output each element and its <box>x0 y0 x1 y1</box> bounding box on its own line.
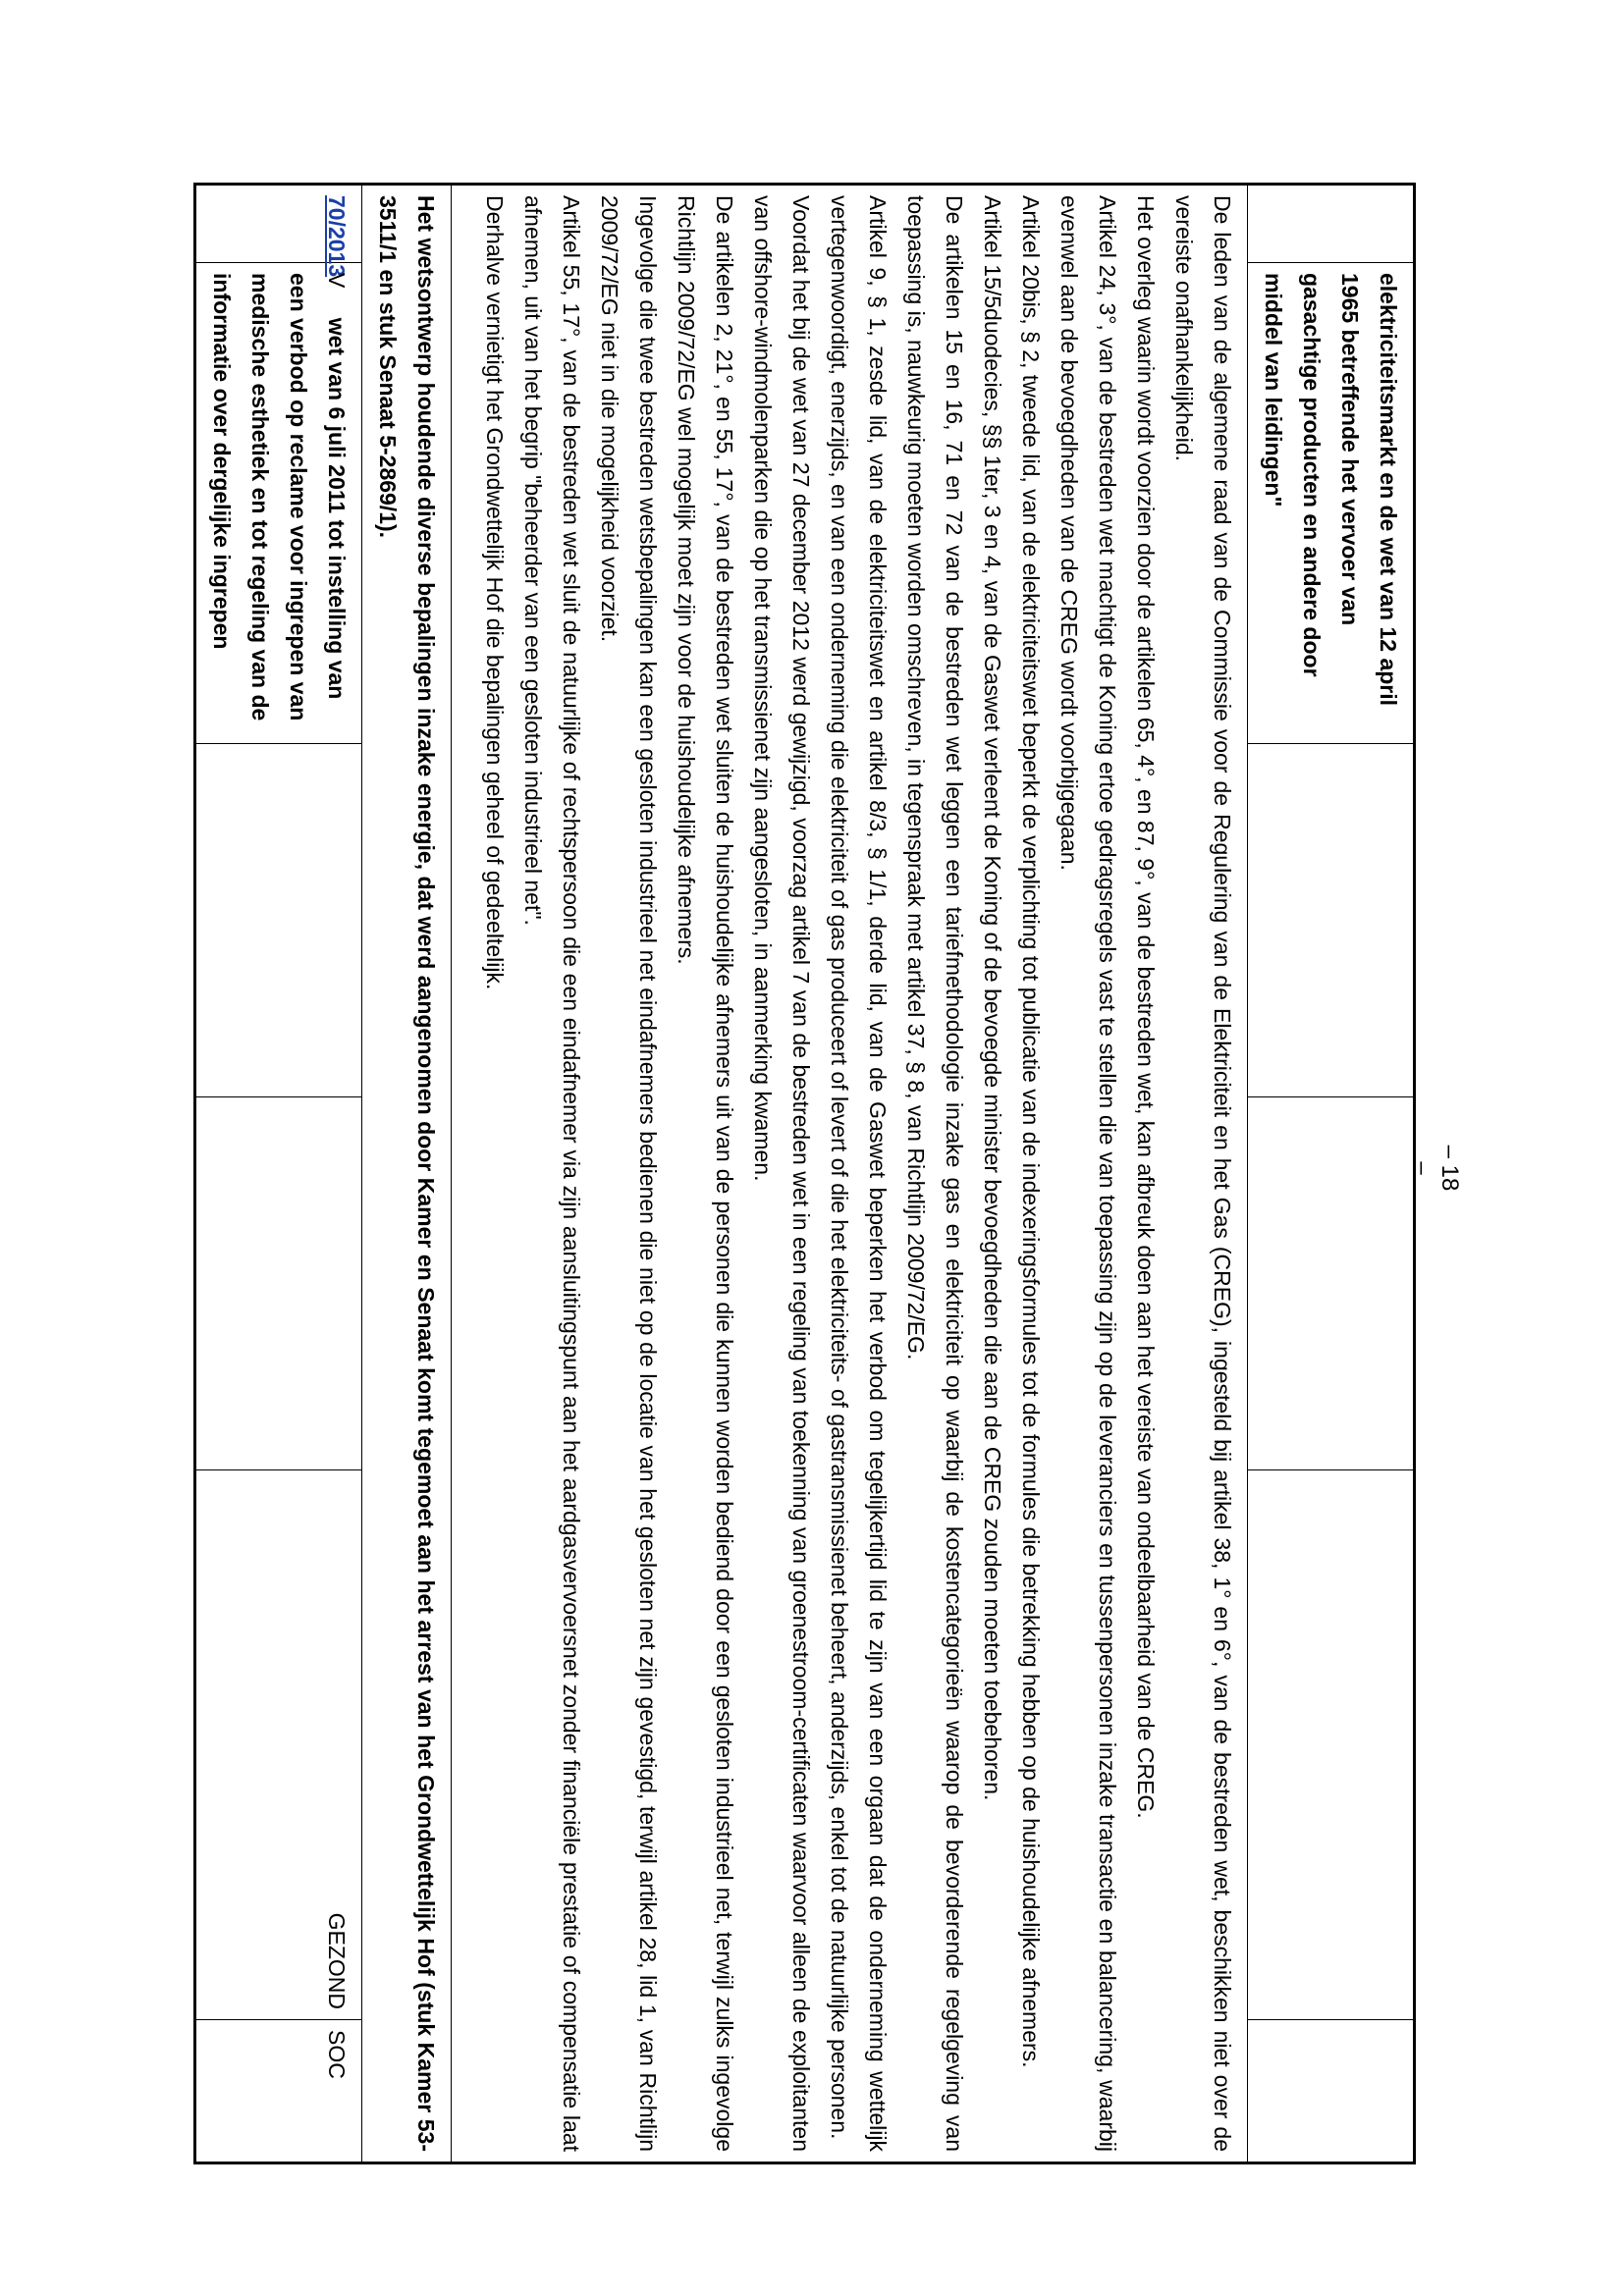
ruling-number-link[interactable]: 70/2013 <box>324 195 350 278</box>
ruling-text-cell <box>452 185 1248 2163</box>
bottom-row-department-cell <box>195 2020 362 2163</box>
rotated-table-wrapper <box>193 183 1416 2162</box>
department-code: SOC <box>324 2030 350 2079</box>
bottom-row-title-cell <box>195 263 362 744</box>
body-paragraph-10: Ingevolge die twee bestreden wetsbepalingen kan een gesloten industrieel net eindafnemers bedienen die niet op de locatie van het gesloten net zijn gevestigd, terwijl artikel 28, lid 1, van Richtlijn 2009/72/EG niet in die mogelijkheid voorziet. <box>597 195 661 2152</box>
bottom-row-mark: V <box>324 273 350 289</box>
summary-cell <box>362 185 452 2163</box>
top-row-cell-4 <box>1248 1097 1415 1470</box>
table-row <box>452 185 1248 2163</box>
top-row-cell-6 <box>1248 2020 1415 2163</box>
top-row-cell-3 <box>1248 744 1415 1097</box>
body-paragraph-8: Voordat het bij de wet van 27 december 2012 werd gewijzigd, voorzag artikel 7 van de bestreden wet in een regeling van toekenning van groenestroom-certificaten waarvoor alleen de exploitanten van offshore-windmolenparken die op het transmissienet zijn aangesloten, in aanmerking kwamen. <box>750 195 814 2152</box>
ruling-table <box>193 183 1416 2164</box>
body-paragraph-11: Artikel 55, 17°, van de bestreden wet sluit de natuurlijke of rechtspersoon die een eindafnemer via zijn aansluitingspunt aan het aardgasvervoersnet zonder financiële prestatie of compensatie laat afnemen, uit van het begrip "beheerder van een gesloten industrieel net". <box>520 195 584 2152</box>
body-paragraph-3: Artikel 24, 3°, van de bestreden wet machtigt de Koning ertoe gedragsregels vast te stellen die van toepassing zijn op de leveranciers en tussenpersonen inzake transactie en balancering, waarbij evenwel aan de bevoegdheden van de CREG wordt voorbijgegaan. <box>1056 195 1120 2152</box>
table-row <box>1248 185 1415 2163</box>
bottom-row-number-cell <box>195 185 362 278</box>
top-row-title: elektriciteitsmarkt en de wet van 12 april 1965 betreffende het vervoer van gasachtige producten en andere door middel van leidingen" <box>1261 273 1401 707</box>
table-row <box>195 185 362 2163</box>
body-paragraph-9: De artikelen 2, 21°, en 55, 17°, van de bestreden wet sluiten de huishoudelijke afnemers uit van de personen die kunnen worden bediend door een gesloten industrieel net, terwijl zulks ingevolge Richtlijn 2009/72/EG wel mogelijk moet zijn voor de huishoudelijke afnemers. <box>674 195 737 2152</box>
table-row <box>362 185 452 2163</box>
body-paragraph-12: Derhalve vernietigt het Grondwettelijk Hof die bepalingen geheel of gedeeltelijk. <box>482 195 508 990</box>
top-row-title-cell <box>1248 263 1415 744</box>
bottom-row-cell-4 <box>195 1097 362 1470</box>
top-row-number-cell <box>1248 185 1415 263</box>
bottom-row-title: wet van 6 juli 2011 tot instelling van een verbod op reclame voor ingrepen van medische esthetiek en tot regeling van de informatie over dergelijke ingrepen <box>209 273 350 721</box>
bottom-row-cell-3 <box>195 744 362 1097</box>
committee-code: GEZOND <box>324 1912 350 2009</box>
body-paragraph-7: Artikel 9, § 1, zesde lid, van de elektriciteitswet en artikel 8/3, § 1/1, derde lid, van de Gaswet beperken het verbod om tegelijkertijd lid te zijn van een orgaan dat de onderneming wettelijk vertegenwoordigt, enerzijds, en van een onderneming die elektriciteit of gas produceert of levert of die het elektriciteits- of gastransmissienet beheert, anderzijds, enkel tot de natuurlijke personen. <box>827 195 891 2152</box>
body-paragraph-5: Artikel 15/5duodecies, §§ 1ter, 3 en 4, van de Gaswet verleent de Koning of de bevoegde minister bevoegdheden die aan de CREG zouden moeten toebehoren. <box>980 195 1005 1801</box>
summary-text: Het wetsontwerp houdende diverse bepalingen inzake energie, dat werd aangenomen door Kamer en Senaat komt tegemoet aan het arrest van het Grondwettelijk Hof (stuk Kamer 53-3511/1 en stuk Senaat 5-2869/1). <box>375 195 439 2152</box>
page-number: – 18 – <box>1409 1145 1463 1192</box>
bottom-row-committee-cell <box>195 1470 362 2020</box>
body-paragraph-2: Het overleg waarin wordt voorzien door de artikelen 65, 4°, en 87, 9°, van de bestreden wet, kan afbreuk doen aan het vereiste van ondeelbaarheid van de CREG. <box>1133 195 1159 1819</box>
body-paragraph-6: De artikelen 15 en 16, 71 en 72 van de bestreden wet leggen een tariefmethodologie inzake gas en elektriciteit op waarbij de kostencategorieën waarop de bevorderende regelgeving van toepassing is, nauwkeurig moeten worden omschreven, in tegenspraak met artikel 37, § 8, van Richtlijn 2009/72/EG. <box>903 195 967 2152</box>
body-paragraph-4: Artikel 20bis, § 2, tweede lid, van de elektriciteitswet beperkt de verplichting tot publicatie van de indexeringsformules tot de formules die betrekking hebben op de huishoudelijke afnemers. <box>1018 195 1044 2068</box>
body-paragraph-1: De leden van de algemene raad van de Commissie voor de Regulering van de Elektriciteit en het Gas (CREG), ingesteld bij artikel 38, 1° en 6°, van de bestreden wet, beschikken niet over de vereiste onafhankelijkheid. <box>1171 195 1235 2152</box>
top-row-cell-5 <box>1248 1470 1415 2020</box>
